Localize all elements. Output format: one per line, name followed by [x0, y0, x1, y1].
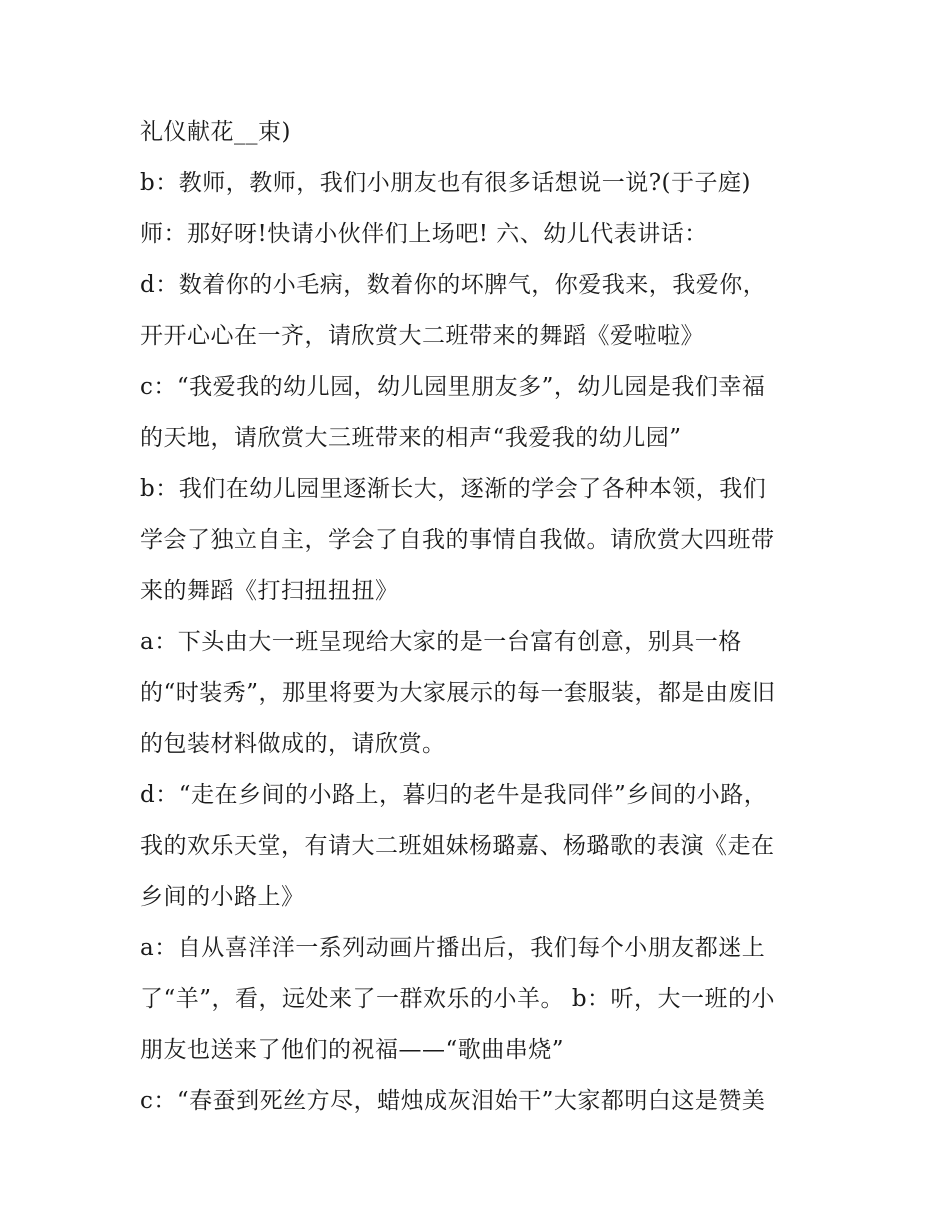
text-line: 的天地，请欣赏大三班带来的相声“我爱我的幼儿园” — [140, 425, 682, 451]
text-line: c：“我爱我的幼儿园，幼儿园里朋友多”，幼儿园是我们幸福 — [140, 374, 766, 400]
text-line: 开开心心在一齐，请欣赏大二班带来的舞蹈《爱啦啦》 — [140, 323, 704, 349]
text-line: 学会了独立自主，学会了自我的事情自我做。请欣赏大四班带 — [140, 527, 775, 553]
text-line: 来的舞蹈《打扫扭扭扭》 — [140, 578, 399, 604]
text-line: 乡间的小路上》 — [140, 884, 305, 910]
text-line: b：我们在幼儿园里逐渐长大，逐渐的学会了各种本领，我们 — [140, 476, 767, 502]
text-line: a：下头由大一班呈现给大家的是一台富有创意，别具一格 — [140, 629, 742, 655]
text-line: d：数着你的小毛病，数着你的坏脾气，你爱我来，我爱你， — [140, 272, 767, 298]
text-line: 师：那好呀!快请小伙伴们上场吧! 六、幼儿代表讲话： — [140, 221, 708, 247]
text-line: 的“时装秀”，那里将要为大家展示的每一套服装，都是由废旧 — [140, 680, 776, 706]
text-line: 我的欢乐天堂，有请大二班姐妹杨璐嘉、杨璐歌的表演《走在 — [140, 833, 775, 859]
text-line: b：教师，教师，我们小朋友也有很多话想说一说?(于子庭) — [140, 170, 752, 196]
document-body — [140, 107, 820, 1127]
text-line: 的包装材料做成的，请欣赏。 — [140, 731, 446, 757]
text-line: 了“羊”，看，远处来了一群欢乐的小羊。 b：听，大一班的小 — [140, 986, 776, 1012]
text-line: d：“走在乡间的小路上，暮归的老牛是我同伴”乡间的小路， — [140, 782, 768, 808]
text-line: c：“春蚕到死丝方尽，蜡烛成灰泪始干”大家都明白这是赞美 — [140, 1088, 766, 1114]
text-line: 朋友也送来了他们的祝福——“歌曲串烧” — [140, 1037, 565, 1063]
text-line: 礼仪献花__束) — [140, 119, 291, 145]
text-line: a：自从喜洋洋一系列动画片播出后，我们每个小朋友都迷上 — [140, 935, 766, 961]
